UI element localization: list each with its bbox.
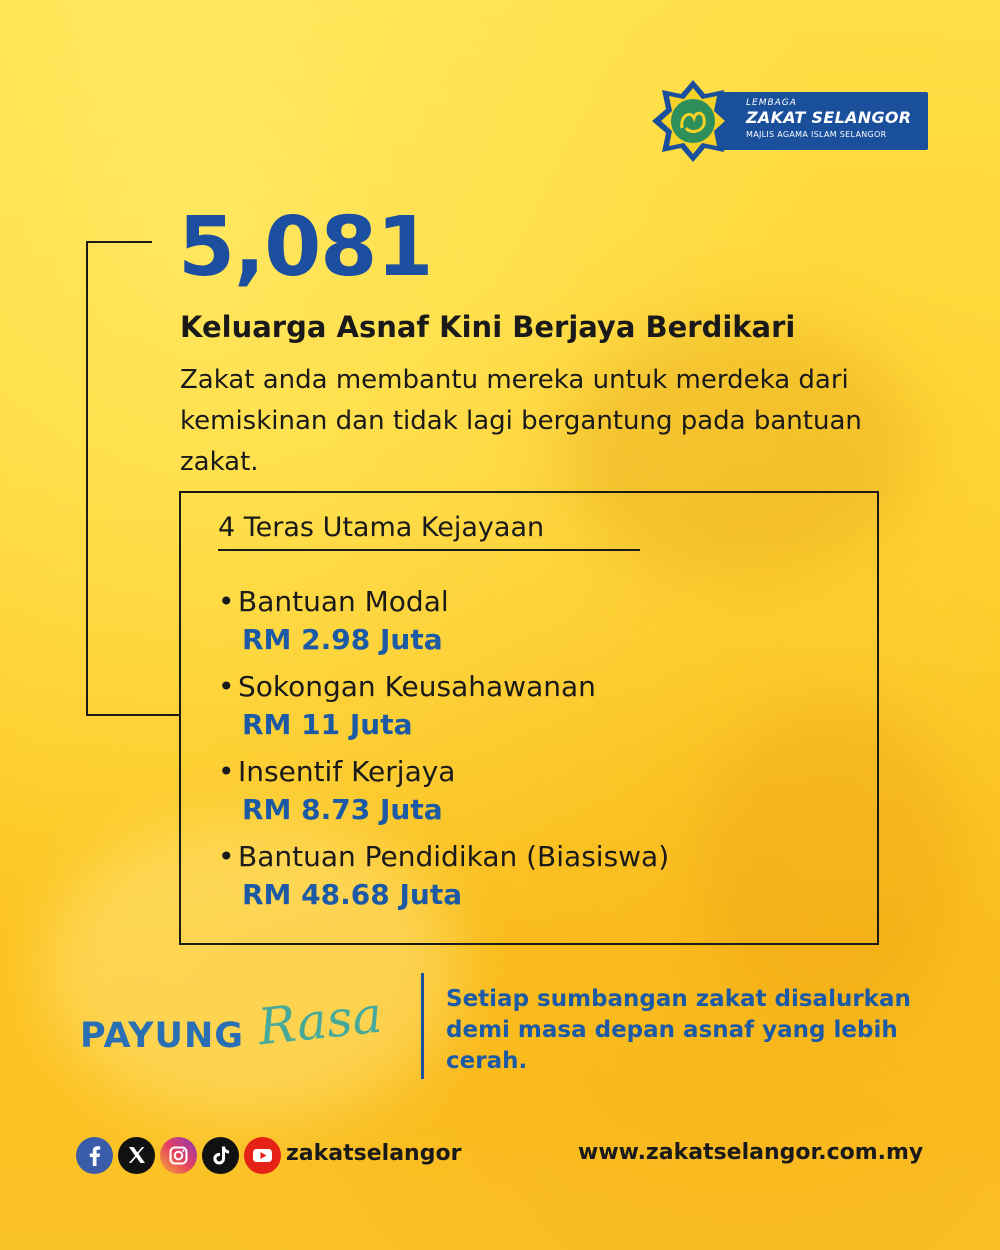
tagline: Setiap sumbangan zakat disalurkan demi masa depan asnaf yang lebih cerah. xyxy=(446,986,911,1074)
pillar-item xyxy=(218,752,669,837)
logo-line-1: LEMBAGA xyxy=(746,98,797,108)
facebook-icon[interactable] xyxy=(76,1137,113,1174)
divider xyxy=(421,973,424,1079)
pillars-list xyxy=(218,582,669,922)
pillar-item xyxy=(218,837,669,922)
bracket-line xyxy=(86,241,152,243)
logo-line-2: ZAKAT SELANGOR xyxy=(746,108,912,127)
payung-rasa-logo-main: PAYUNG xyxy=(80,1016,244,1056)
tiktok-icon[interactable] xyxy=(202,1137,239,1174)
x-icon[interactable] xyxy=(118,1137,155,1174)
logo-line-3: MAJLIS AGAMA ISLAM SELANGOR xyxy=(746,130,887,139)
website-link[interactable]: www.zakatselangor.com.my xyxy=(578,1140,924,1165)
pillar-name: Bantuan Modal xyxy=(238,585,449,618)
pillar-name: Bantuan Pendidikan (Biasiswa) xyxy=(238,840,670,873)
payung-rasa-logo-script: Rasa xyxy=(255,985,385,1057)
pillar-amount: RM 11 Juta xyxy=(242,708,413,741)
description: Zakat anda membantu mereka untuk merdeka dari kemiskinan dan tidak lagi bergantung pada bantuan zakat. xyxy=(180,365,862,477)
bullet-icon: • xyxy=(218,670,235,703)
bullet-icon: • xyxy=(218,840,235,873)
bracket-line xyxy=(86,714,180,716)
youtube-icon[interactable] xyxy=(244,1137,281,1174)
pillar-name: Insentif Kerjaya xyxy=(238,755,456,788)
bracket-line xyxy=(86,241,88,716)
pillar-amount: RM 2.98 Juta xyxy=(242,623,443,656)
social-handle: zakatselangor xyxy=(286,1141,462,1166)
pillar-item xyxy=(218,582,669,667)
instagram-icon[interactable] xyxy=(160,1137,197,1174)
zakat-emblem-icon xyxy=(650,78,736,164)
pillars-title: 4 Teras Utama Kejayaan xyxy=(218,512,640,551)
zakat-selangor-logo xyxy=(650,78,928,164)
pillar-amount: RM 48.68 Juta xyxy=(242,878,463,911)
social-icons xyxy=(76,1137,281,1174)
pillar-name: Sokongan Keusahawanan xyxy=(238,670,596,703)
families-count: 5,081 xyxy=(178,200,433,295)
pillar-item xyxy=(218,667,669,752)
bullet-icon: • xyxy=(218,755,235,788)
pillar-amount: RM 8.73 Juta xyxy=(242,793,443,826)
headline: Keluarga Asnaf Kini Berjaya Berdikari xyxy=(180,310,796,344)
bullet-icon: • xyxy=(218,585,235,618)
